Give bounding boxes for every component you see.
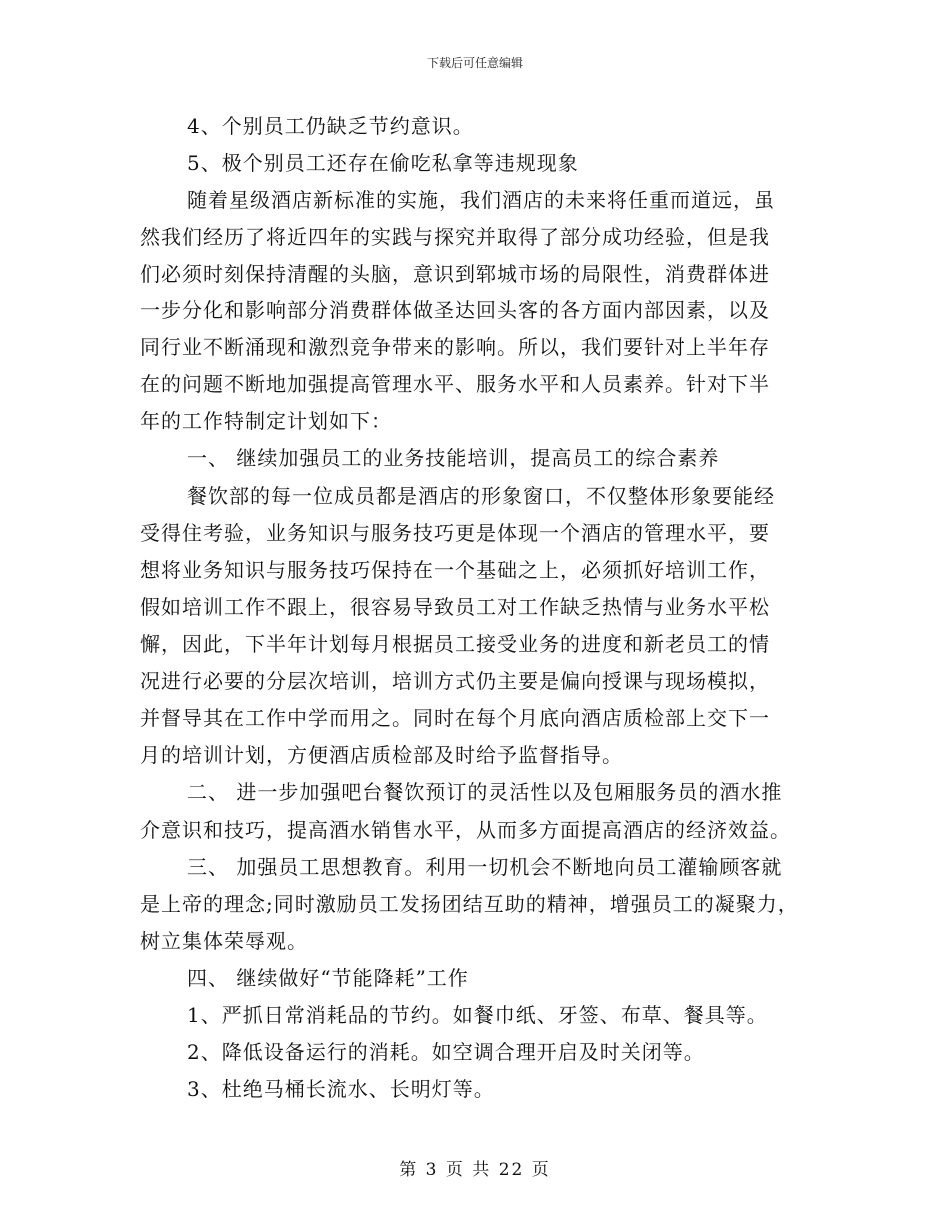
paragraph-line: 年的工作特制定计划如下： [140,409,392,433]
list-item: 2、降低设备运行的消耗。如空调合理开启及时关闭等。 [187,1040,705,1064]
list-item: 3、杜绝马桶长流水、长明灯等。 [187,1077,495,1101]
paragraph-line: 并督导其在工作中学而用之。同时在每个月底向酒店质检部上交下一 [140,706,770,730]
paragraph-line: 然我们经历了将近四年的实践与探究并取得了部分成功经验，但是我 [140,225,770,249]
paragraph-line: 餐饮部的每一位成员都是酒店的形象窗口，不仅整体形象要能经 [187,484,775,508]
page-number: 第 3 页 共 22 页 [399,1160,551,1180]
paragraph-line: 受得住考验，业务知识与服务技巧更是体现一个酒店的管理水平，要 [140,521,770,545]
list-item: 1、严抓日常消耗品的节约。如餐巾纸、牙签、布草、餐具等。 [187,1003,768,1027]
section-heading: 二、 进一步加强吧台餐饮预订的灵活性以及包厢服务员的酒水推 [187,780,783,804]
paragraph-line: 随着星级酒店新标准的实施，我们酒店的未来将任重而道远，虽 [187,188,775,212]
paragraph-line: 同行业不断涌现和激烈竞争带来的影响。所以，我们要针对上半年存 [140,335,770,359]
paragraph-line: 树立集体荣辱观。 [140,929,308,953]
section-heading: 四、 继续做好“节能降耗”工作 [187,966,469,990]
section-heading: 一、 继续加强员工的业务技能培训，提高员工的综合素养 [187,446,720,470]
page-header: 下载后可任意编辑 [426,56,523,70]
section-heading: 三、 加强员工思想教育。利用一切机会不断地向员工灌输顾客就 [187,855,783,879]
paragraph-line: 是上帝的理念;同时激励员工发扬团结互助的精神，增强员工的凝聚力， [140,892,799,916]
paragraph-line: 介意识和技巧，提高酒水销售水平，从而多方面提高酒店的经济效益。 [140,818,791,842]
paragraph-line: 4、个别员工仍缺乏节约意识。 [187,114,474,138]
paragraph-line: 在的问题不断地加强提高管理水平、服务水平和人员素养。针对下半 [140,372,770,396]
paragraph-line: 假如培训工作不跟上，很容易导致员工对工作缺乏热情与业务水平松 [140,595,770,619]
paragraph-line: 们必须时刻保持清醒的头脑，意识到郓城市场的局限性，消费群体进 [140,262,770,286]
paragraph-line: 5、极个别员工还存在偷吃私拿等违规现象 [187,151,579,175]
paragraph-line: 况进行必要的分层次培训，培训方式仍主要是偏向授课与现场模拟， [140,669,770,693]
paragraph-line: 月的培训计划，方便酒店质检部及时给予监督指导。 [140,743,623,767]
paragraph-line: 懈，因此，下半年计划每月根据员工接受业务的进度和新老员工的情 [140,632,770,656]
paragraph-line: 一步分化和影响部分消费群体做圣达回头客的各方面内部因素，以及 [140,298,770,322]
paragraph-line: 想将业务知识与服务技巧保持在一个基础之上，必须抓好培训工作， [140,558,770,582]
